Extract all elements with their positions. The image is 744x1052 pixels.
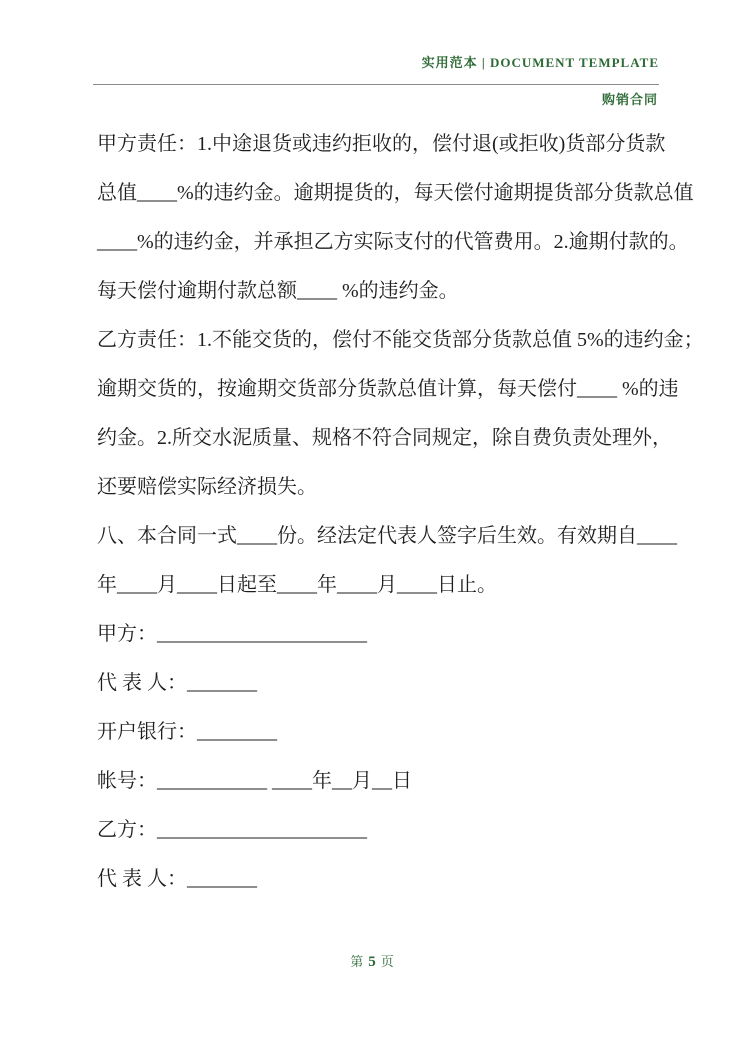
- body-line: 甲方：_____________________: [97, 623, 367, 645]
- paragraph-signature-rep-b: [97, 855, 677, 904]
- body-line: ____%的违约金，并承担乙方实际支付的代管费用。2.逾期付款的。: [97, 231, 689, 253]
- body-line: 约金。2.所交水泥质量、规格不符合同规定，除自费负责处理外，: [97, 427, 672, 449]
- paragraph-signature-rep-a: [97, 659, 677, 708]
- paragraph-party-b-liability: [97, 316, 704, 512]
- body-line: 每天偿付逾期付款总额____ %的违约金。: [97, 280, 459, 302]
- page-footer: [0, 951, 744, 971]
- footer-suffix: 页: [380, 954, 394, 969]
- document-body: [97, 120, 704, 904]
- document-title: 购销合同: [601, 92, 658, 107]
- body-line: 乙方：_____________________: [97, 819, 367, 841]
- body-line: 开户银行：________: [97, 721, 277, 743]
- body-line: 帐号：___________ ____年__月__日: [97, 770, 412, 792]
- body-line: 代 表 人：_______: [97, 868, 257, 890]
- page-number: 5: [368, 954, 376, 970]
- paragraph-signature-party-b: [97, 806, 677, 855]
- paragraph-bank: [97, 708, 677, 757]
- header-rule: [93, 84, 659, 85]
- paragraph-party-a-liability: [97, 120, 694, 316]
- body-line: 总值____%的违约金。逾期提货的，每天偿付逾期提货部分货款总值: [97, 182, 694, 204]
- paragraph-account-and-date: [97, 757, 677, 806]
- paragraph-signature-party-a: [97, 610, 677, 659]
- body-line: 逾期交货的，按逾期交货部分货款总值计算，每天偿付____ %的违: [97, 378, 679, 400]
- header-brand: 实用范本 | DOCUMENT TEMPLATE: [421, 55, 659, 70]
- paragraph-clause-eight: [97, 512, 677, 610]
- body-line: 还要赔偿实际经济损失。: [97, 476, 317, 498]
- body-line: 八、本合同一式____份。经法定代表人签字后生效。有效期自____: [97, 525, 677, 547]
- body-line: 乙方责任：1.不能交货的，偿付不能交货部分货款总值 5%的违约金；: [97, 329, 704, 351]
- body-line: 甲方责任：1.中途退货或违约拒收的，偿付退(或拒收)货部分货款: [97, 133, 666, 155]
- body-line: 代 表 人：_______: [97, 672, 257, 694]
- footer-prefix: 第: [350, 954, 364, 969]
- body-line: 年____月____日起至____年____月____日止。: [97, 574, 497, 596]
